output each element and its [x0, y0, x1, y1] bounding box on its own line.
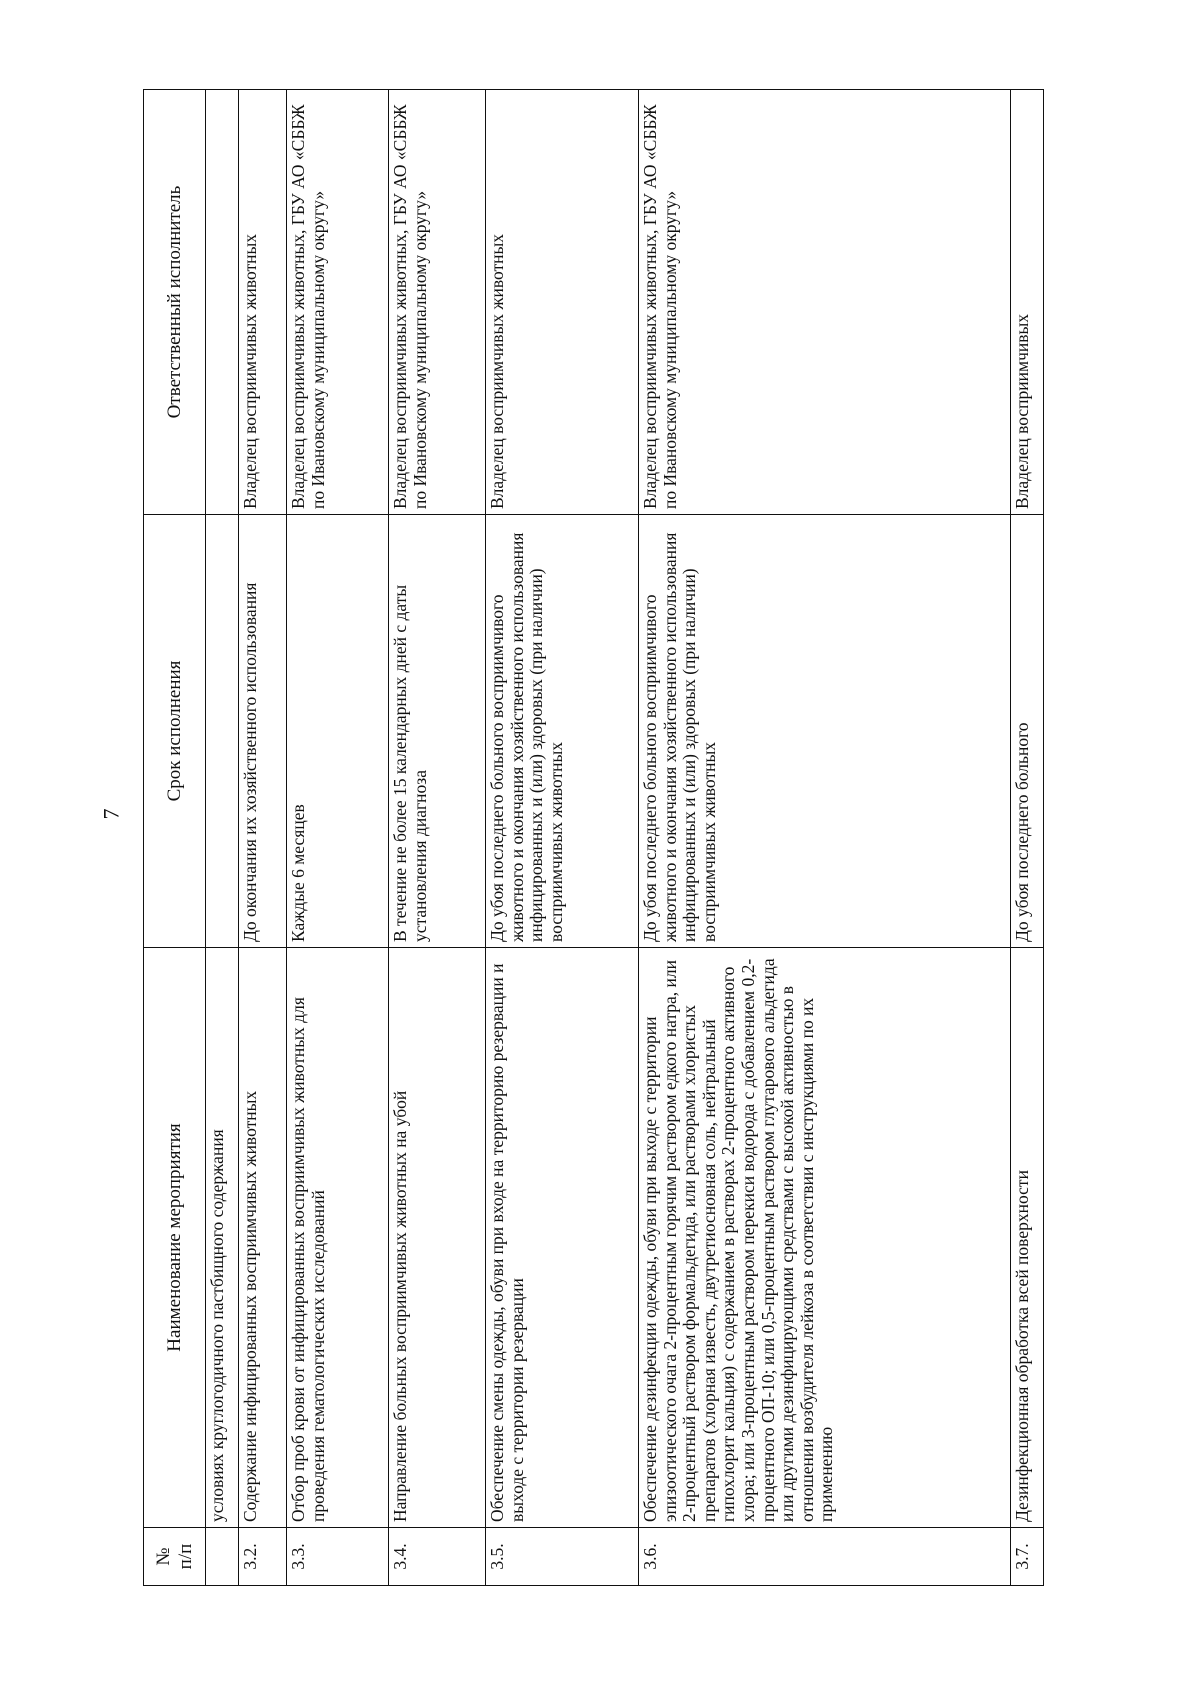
- row-responsible: Владелец восприимчивых животных, ГБУ АО «СББЖ по Ивановскому муниципальному округу»: [389, 90, 486, 515]
- row-responsible: Владелец восприимчивых животных: [486, 90, 639, 515]
- table-continuation-row: [206, 90, 239, 1586]
- row-num: 3.6.: [639, 1528, 1011, 1586]
- row-name: Обеспечение дезинфекции одежды, обуви при выходе с территории эпизоотического очага 2-процентным горячим раствором едкого натра, или 2-процентный раствором формальдегида, или растворами хлористых препаратов (хлорная известь, двутретиосновная соль, нейтральный гипохлорит кальция) с содержанием в растворах 2-процентного активного хлора; или 3-процентным раствором перекиси водорода с добавлением 0,2-процентного ОП-10; или 0,5-процентным раствором глутарового альдегида или другими дезинфицирующими средствами с высокой активностью в отношении возбудителя лейкоза в соответствии с инструкциями по их применению: [639, 948, 1011, 1528]
- table-row: [1011, 90, 1044, 1586]
- row-term: В течение не более 15 календарных дней с даты установления диагноза: [389, 515, 486, 948]
- row-responsible: Владелец восприимчивых животных: [239, 90, 287, 515]
- row-term: До окончания их хозяйственного использования: [239, 515, 287, 948]
- row-term: Каждые 6 месяцев: [287, 515, 389, 948]
- measures-table: [143, 89, 1044, 1586]
- table-row: [639, 90, 1011, 1586]
- row-responsible: Владелец восприимчивых животных, ГБУ АО «СББЖ по Ивановскому муниципальному округу»: [287, 90, 389, 515]
- header-responsible: Ответственный исполнитель: [144, 90, 206, 515]
- row-term: До убоя последнего больного: [1011, 515, 1044, 948]
- row-responsible: Владелец восприимчивых животных, ГБУ АО «СББЖ по Ивановскому муниципальному округу»: [639, 90, 1011, 515]
- row-num: 3.7.: [1011, 1528, 1044, 1586]
- table-row: [486, 90, 639, 1586]
- rotated-table-wrapper: [143, 90, 1043, 1586]
- row-term: До убоя последнего больного восприимчивого животного и окончания хозяйственного использования инфицированных и (или) здоровых (при наличии) восприимчивых животных: [486, 515, 639, 948]
- table-row: [287, 90, 389, 1586]
- row-num: 3.4.: [389, 1528, 486, 1586]
- header-name: Наименование мероприятия: [144, 948, 206, 1528]
- row-term: До убоя последнего больного восприимчивого животного и окончания хозяйственного использования инфицированных и (или) здоровых (при наличии) восприимчивых животных: [639, 515, 1011, 948]
- continuation-responsible-cell: [206, 90, 239, 515]
- row-name: Направление больных восприимчивых животных на убой: [389, 948, 486, 1528]
- row-name: Дезинфекционная обработка всей поверхности: [1011, 948, 1044, 1528]
- row-num: 3.5.: [486, 1528, 639, 1586]
- table-row: [239, 90, 287, 1586]
- row-name: Обеспечение смены одежды, обуви при входе на территорию резервации и выходе с территории резервации: [486, 948, 639, 1528]
- header-num: № п/п: [144, 1528, 206, 1586]
- continuation-text: условиях круглогодичного пастбищного содержания: [206, 948, 239, 1528]
- row-num: 3.3.: [287, 1528, 389, 1586]
- row-name: Отбор проб крови от инфицированных восприимчивых животных для проведения гематологических исследований: [287, 948, 389, 1528]
- continuation-num-cell: [206, 1528, 239, 1586]
- row-num: 3.2.: [239, 1528, 287, 1586]
- table-row: [389, 90, 486, 1586]
- header-term: Срок исполнения: [144, 515, 206, 948]
- continuation-term-cell: [206, 515, 239, 948]
- table-header-row: [144, 90, 206, 1586]
- row-responsible: Владелец восприимчивых: [1011, 90, 1044, 515]
- page-number: 7: [98, 808, 124, 820]
- row-name: Содержание инфицированных восприимчивых животных: [239, 948, 287, 1528]
